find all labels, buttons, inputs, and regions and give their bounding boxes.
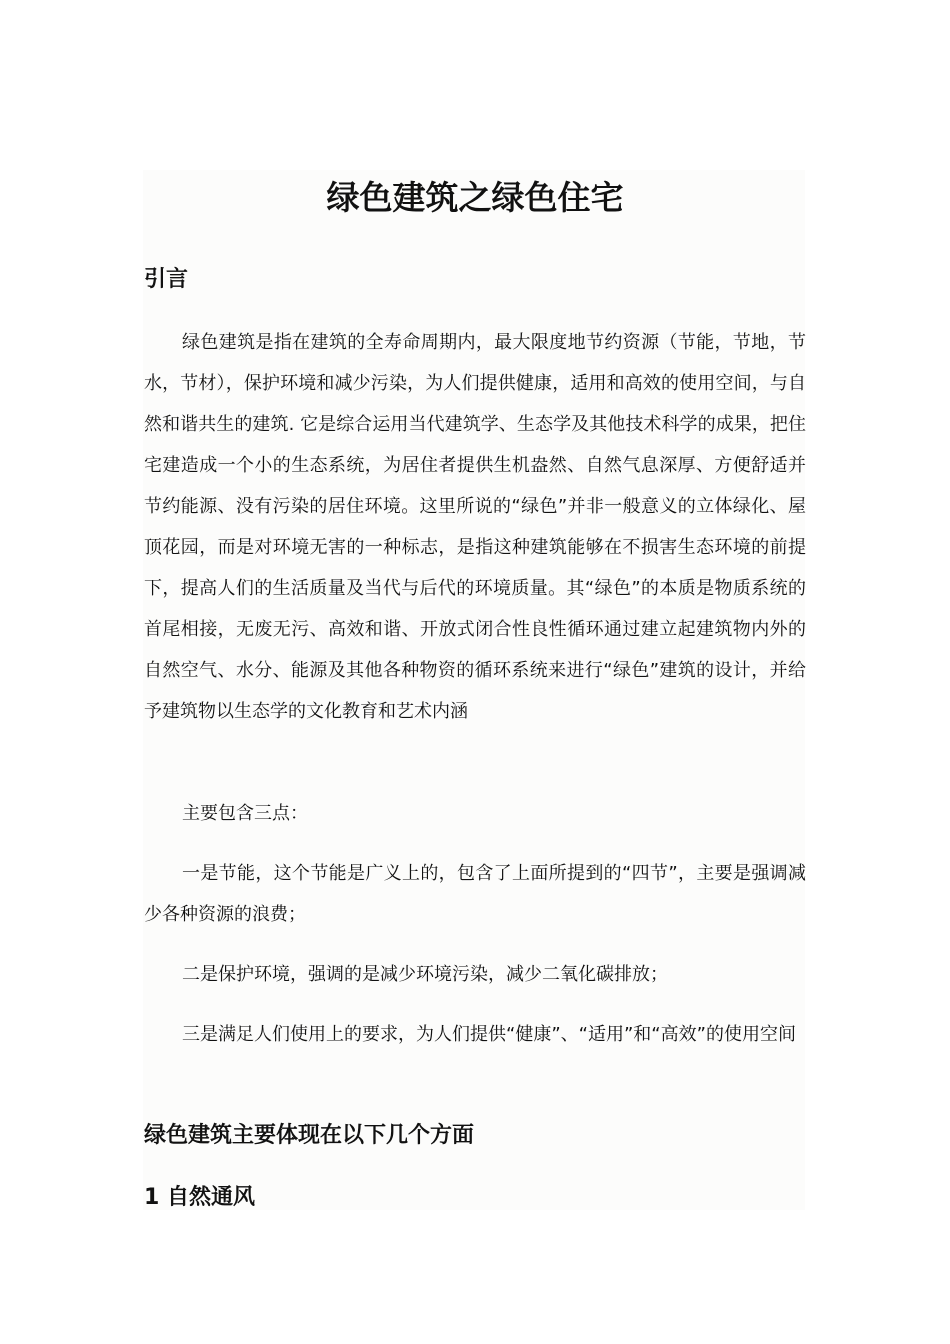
point-item-3: 三是满足人们使用上的要求，为人们提供“健康”、“适用”和“高效”的使用空间 <box>182 1024 796 1045</box>
document-title: 绿色建筑之绿色住宅 <box>326 178 624 217</box>
points-intro: 主要包含三点： <box>182 803 308 824</box>
point-item-1: 一是节能，这个节能是广义上的，包含了上面所提到的“四节”，主要是强调减少各种资源的浪费； <box>144 863 806 925</box>
subsection-heading-natural-ventilation: 1 自然通风 <box>144 1185 255 1210</box>
section-heading-aspects: 绿色建筑主要体现在以下几个方面 <box>144 1123 475 1148</box>
point-item-2: 二是保护环境，强调的是减少环境污染，减少二氧化碳排放； <box>182 964 668 985</box>
section-heading-intro: 引言 <box>144 267 189 292</box>
intro-paragraph: 绿色建筑是指在建筑的全寿命周期内，最大限度地节约资源（节能，节地，节水，节材），保护环境和减少污染，为人们提供健康，适用和高效的使用空间，与自然和谐共生的建筑. 它是综合运用当代建筑学、生态学及其他技术科学的成果，把住宅建造成一个小的生态系统，为居住者提供生机盎然、自然气息深厚、方便舒适并节约能源、没有污染的居住环境。这里所说的“绿色”并非一般意义的立体绿化、屋顶花园，而是对环境无害的一种标志，是指这种建筑能够在不损害生态环境的前提下，提高人们的生活质量及当代与后代的环境质量。其“绿色”的本质是物质系统的首尾相接，无废无污、高效和谐、开放式闭合性良性循环通过建立起建筑物内外的自然空气、水分、能源及其他各种物资的循环系统来进行“绿色”建筑的设计，并给予建筑物以生态学的文化教育和艺术内涵 <box>144 332 806 722</box>
